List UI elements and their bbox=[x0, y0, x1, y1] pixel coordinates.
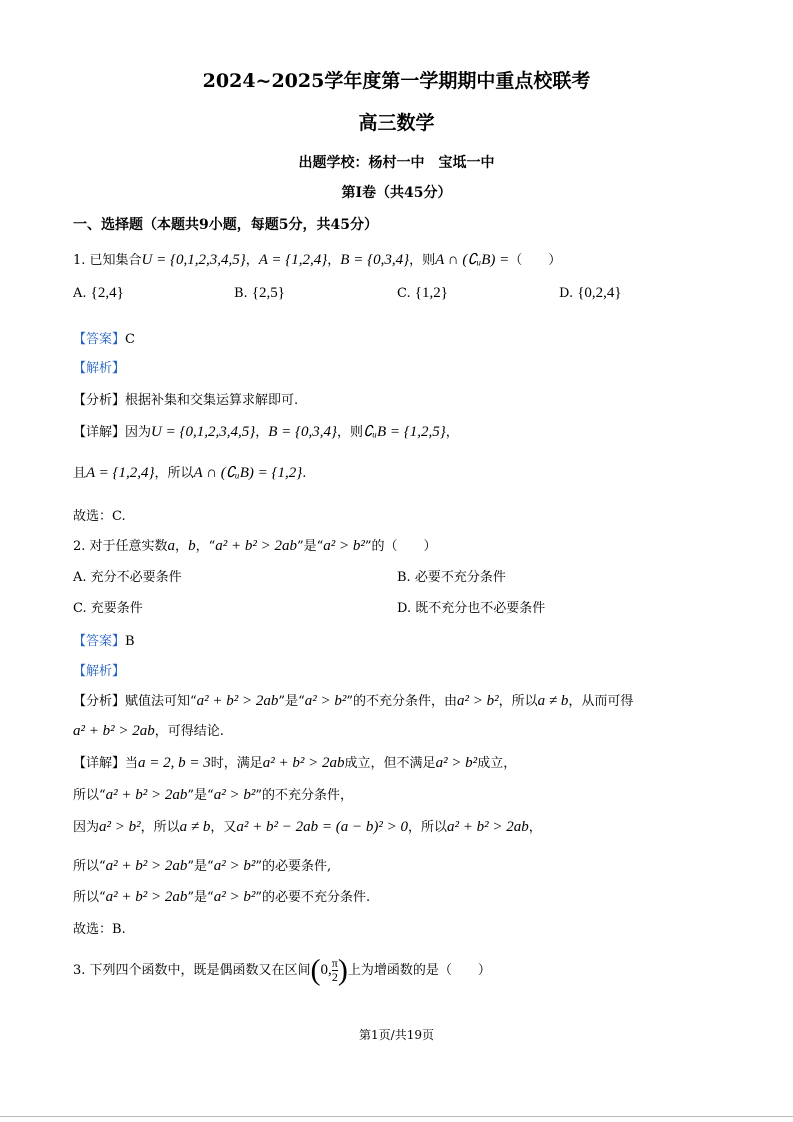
q3-interval-left: 0, bbox=[320, 962, 332, 978]
q1-option-b: B. {2,5} bbox=[234, 285, 285, 301]
q1-paren: （ ） bbox=[509, 253, 562, 268]
section-heading: 一、选择题（本题共9小题，每题5分，共45分） bbox=[73, 217, 378, 233]
q1-set-a: A = {1,2,4} bbox=[258, 252, 328, 268]
q2-fenxi-1: 【分析】赋值法可知“a² + b² > 2ab”是“a² > b²”的不充分条件，由a² > b²，所以a ≠ b，从而可得 bbox=[73, 693, 634, 709]
q2-detail-1: 【详解】当a = 2, b = 3时，满足a² + b² > 2ab成立，但不满足a² > b²成立， bbox=[73, 755, 517, 771]
q2-fenxi-2: a² + b² > 2ab，可得结论. bbox=[73, 723, 224, 739]
q2-detail-5: 所以“a² + b² > 2ab”是“a² > b²”的必要不充分条件. bbox=[73, 889, 371, 905]
q2-detail-4: 所以“a² + b² > 2ab”是“a² > b²”的必要条件, bbox=[73, 858, 332, 874]
q1-stem: 1. 已知集合U = {0,1,2,3,4,5}，A = {1,2,4}，B = {0,3,4}，则A ∩ (∁ᵤB) =（ ） bbox=[73, 252, 562, 268]
q1-answer: 【答案】C bbox=[73, 332, 135, 347]
q1-detail-1: 【详解】因为U = {0,1,2,3,4,5}，B = {0,3,4}，则∁ᵤB = {1,2,5}， bbox=[73, 424, 459, 440]
page-footer: 第1页/共19页 bbox=[359, 1028, 434, 1042]
q2-option-d: D. 既不充分也不必要条件 bbox=[397, 601, 546, 616]
q1-option-c: C. {1,2} bbox=[397, 285, 448, 301]
q2-conclusion: 故选：B. bbox=[73, 922, 126, 937]
q1-option-a: A. {2,4} bbox=[73, 285, 124, 301]
q1-option-d: D. {0,2,4} bbox=[559, 285, 622, 301]
exam-subject: 高三数学 bbox=[358, 112, 435, 134]
q3-stem: 3. 下列四个函数中，既是偶函数又在区间(0, $\frac{\pi}{2}$ )上为增函数的是（ ） bbox=[73, 953, 491, 987]
exam-school: 出题学校：杨村一中 宝坻一中 bbox=[298, 155, 495, 171]
q2-analysis-tag: 【解析】 bbox=[73, 664, 126, 679]
q2-detail-3: 因为a² > b²，所以a ≠ b，又a² + b² − 2ab = (a − b)² > 0，所以a² + b² > 2ab， bbox=[73, 819, 542, 835]
q1-stem-then: ，则 bbox=[409, 253, 436, 268]
q2-stem: 2. 对于任意实数a，b，“a² + b² > 2ab”是“a² > b²”的（ ） bbox=[73, 538, 437, 554]
q1-fenxi: 【分析】根据补集和交集运算求解即可. bbox=[73, 393, 299, 408]
exam-title: 2024~2025学年度第一学期期中重点校联考 bbox=[202, 70, 591, 92]
q1-set-u: U = {0,1,2,3,4,5} bbox=[141, 252, 246, 268]
q1-set-b: B = {0,3,4} bbox=[340, 252, 410, 268]
q1-conclusion: 故选：C. bbox=[73, 509, 126, 524]
q2-option-c: C. 充要条件 bbox=[73, 601, 143, 616]
q2-option-b: B. 必要不充分条件 bbox=[397, 570, 506, 585]
q2-detail-2: 所以“a² + b² > 2ab”是“a² > b²”的不充分条件， bbox=[73, 787, 353, 803]
q2-answer: 【答案】B bbox=[73, 634, 135, 649]
q1-analysis-tag: 【解析】 bbox=[73, 361, 126, 376]
q1-stem-prefix: 1. 已知集合 bbox=[73, 253, 142, 268]
q2-option-a: A. 充分不必要条件 bbox=[73, 570, 182, 585]
q3-fraction: $\frac{\pi}{2}$ bbox=[331, 956, 338, 984]
bottom-divider bbox=[0, 1116, 793, 1117]
exam-volume: 第Ⅰ卷（共45分） bbox=[341, 185, 452, 201]
q1-expr: A ∩ (∁ᵤB) = bbox=[435, 252, 510, 268]
q1-detail-2: 且A = {1,2,4}，所以A ∩ (∁ᵤB) = {1,2}. bbox=[73, 465, 307, 481]
